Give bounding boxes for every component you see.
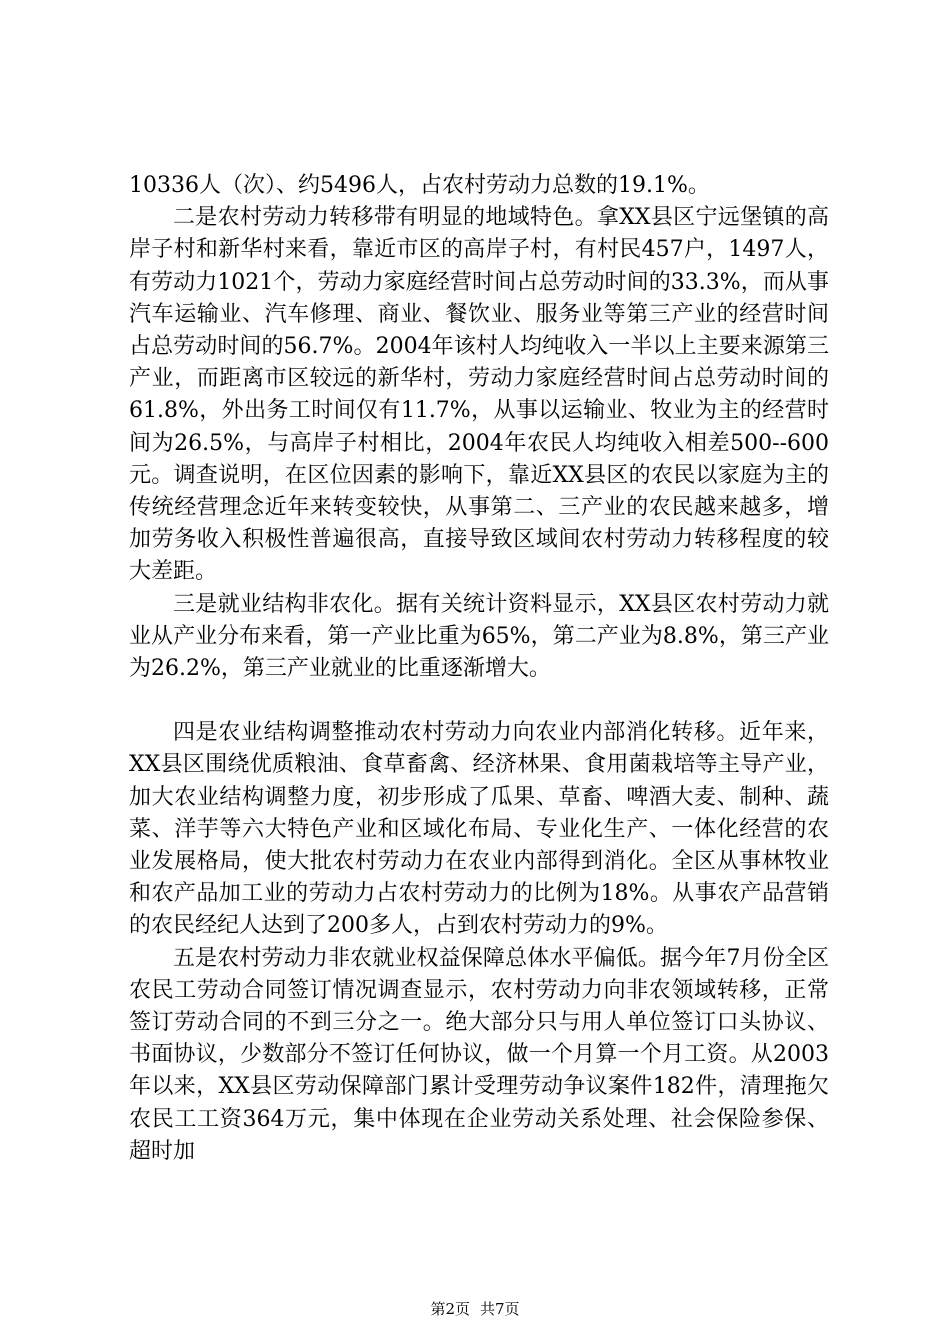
document-body — [129, 170, 829, 1168]
paragraph-continuation: 10336人（次）、约5496人，占农村劳动力总数的19.1%。 — [129, 173, 710, 198]
paragraph-employment-structure: 三是就业结构非农化。据有关统计资料显示，XX县区农村劳动力就业从产业分布来看，第一产业比重为65%，第二产业为8.8%，第三产业为26.2%，第三产业就业的比重逐渐增大。 — [129, 591, 829, 682]
page-footer — [0, 1298, 950, 1319]
paragraph-regional-characteristics: 二是农村劳动力转移带有明显的地域特色。拿XX县区宁远堡镇的高岸子村和新华村来看，靠近市区的高岸子村，有村民457户，1497人，有劳动力1021个，劳动力家庭经营时间占总劳动时间的33.3%，而从事汽车运输业、汽车修理、商业、餐饮业、服务业等第三产业的经营时间占总劳动时间的56.7%。2004年该村人均纯收入一半以上主要来源第三产业，而距离市区较远的新华村，劳动力家庭经营时间占总劳动时间的61.8%，外出务工时间仅有11.7%，从事以运输业、牧业为主的经营时间为26.5%，与高岸子村相比，2004年农民人均纯收入相差500--600元。调查说明，在区位因素的影响下，靠近XX县区的农民以家庭为主的传统经营理念近年来转变较快，从事第二、三产业的农民越来越多，增加劳务收入积极性普遍很高，直接导致区域间农村劳动力转移程度的较大差距。 — [129, 205, 829, 585]
paragraph-agricultural-restructuring: 四是农业结构调整推动农村劳动力向农业内部消化转移。近年来，XX县区围绕优质粮油、食草畜禽、经济林果、食用菌栽培等主导产业，加大农业结构调整力度，初步形成了瓜果、草畜、啤酒大麦、制种、蔬菜、洋芋等六大特色产业和区域化布局、专业化生产、一体化经营的农业发展格局，使大批农村劳动力在农业内部得到消化。全区从事林牧业和农产品加工业的劳动力占农村劳动力的比例为18%。从事农产品营销的农民经纪人达到了200多人，占到农村劳动力的9%。 — [129, 720, 829, 939]
paragraph-rights-protection: 五是农村劳动力非农就业权益保障总体水平偏低。据今年7月份全区农民工劳动合同签订情况调查显示，农村劳动力向非农领域转移，正常签订劳动合同的不到三分之一。绝大部分只与用人单位签订口头协议、书面协议，少数部分不签订任何协议，做一个月算一个月工资。从2003年以来，XX县区劳动保障部门累计受理劳动争议案件182件，清理拖欠农民工工资364万元，集中体现在企业劳动关系处理、社会保险参保、超时加 — [129, 945, 829, 1164]
page-number-current: 第2页 — [430, 1300, 470, 1318]
page-number-total: 共7页 — [480, 1300, 520, 1318]
